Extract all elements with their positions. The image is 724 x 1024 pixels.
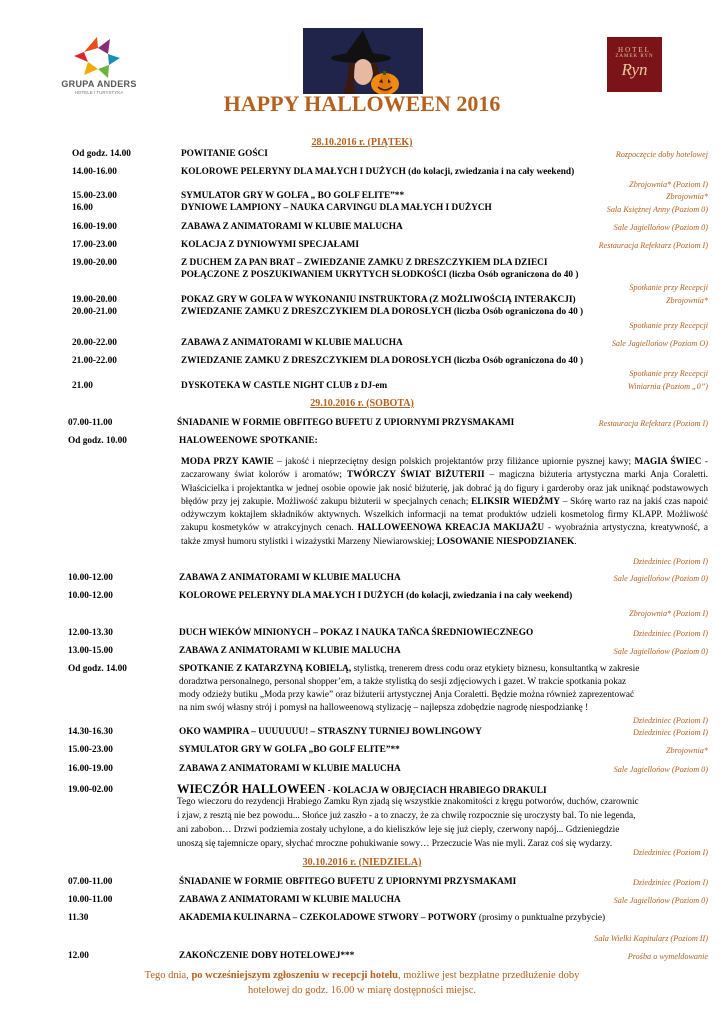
location-sun-3: Sala Wielki Kapitularz (Poziom II) [594, 934, 708, 943]
location-fri-9: Spotkanie przy Recepcji [629, 321, 708, 330]
event-fri-2 [181, 167, 574, 177]
location-fri-2: Zbrojownia* (Poziom I) [629, 180, 708, 189]
day-heading-sunday: 30.10.2016 r. (NIEDZIELA) [302, 857, 422, 868]
location-fri-3: Zbrojownia* [665, 192, 708, 201]
time-fri-12: 21.00 [72, 381, 93, 391]
event-sat-8: OKO WAMPIRA – UUUUUUU! – STRASZNY TURNIEJ BOWLINGOWY [179, 727, 482, 737]
location-sat-5: Dziedziniec (Poziom I) [632, 629, 708, 638]
event-sat-11-line2: Tego wieczoru do rezydencji Hrabiego Zamku Ryn zjadą się wszystkie znakomitości z kręgu potworów, duchów, czarownic [177, 797, 639, 807]
event-fri-1: POWITANIE GOŚCI [181, 149, 268, 159]
location-fri-11: Spotkanie przy Recepcji [629, 369, 708, 378]
event-sun-2: ZABAWA Z ANIMATORAMI W KLUBIE MALUCHA [179, 895, 401, 905]
time-sat-3: 10.00-12.00 [68, 573, 113, 583]
location-sat-11: Dziedziniec (Poziom I) [632, 848, 708, 857]
location-sat-9: Zbrojownia* [665, 746, 708, 755]
page-title: HAPPY HALLOWEEN 2016 [223, 91, 501, 116]
halloween-witch-photo [303, 28, 423, 94]
event-sat-7-desc: stylistką, trenerem dress codu oraz etykiety biznesu, konsultantką w zakresie [351, 664, 640, 674]
location-sat-meeting: Dziedziniec (Poziom I) [632, 557, 708, 566]
event-sat-4-title: KOLOROWE PELERYNY DLA MAŁYCH I DUŻYCH [179, 591, 404, 601]
event-sun-3-note: (prosimy o punktualne przybycie) [476, 913, 606, 923]
star-logo-icon [62, 34, 132, 80]
location-sun-4: Prośba o wymeldowanie [627, 952, 708, 961]
event-sat-11-line5: unoszą się tajemnicze opary, słychać mroczne pohukiwanie sowy… Przeczucie Was nie myli. Zaraz coś się wydarzy. [177, 839, 613, 849]
time-fri-8: 19.00-20.00 [72, 295, 117, 305]
event-sat-10: ZABAWA Z ANIMATORAMI W KLUBIE MALUCHA [179, 764, 401, 774]
location-sun-1: Dziedziniec (Poziom I) [632, 878, 708, 887]
event-fri-11-note: (liczba Osób ograniczona do 40 ) [451, 356, 584, 366]
event-fri-11 [181, 356, 583, 366]
event-sat-4-note: (do kolacji, zwiedzania i na cały weekend) [403, 591, 573, 601]
location-fri-5: Sale Jagiellońow (Poziom 0) [613, 223, 708, 232]
event-sat-11-subtitle: - KOLACJA W OBJĘCIACH HRABIEGO DRAKULI [325, 786, 547, 796]
event-sat-7-line1 [179, 664, 639, 674]
event-sat-7-title: SPOTKANIE Z KATARZYNĄ KOBIELĄ, [179, 664, 352, 674]
event-fri-4: DYNIOWE LAMPIONY – NAUKA CARVINGU DLA MAŁYCH I DUŻYCH [181, 203, 492, 213]
footer-note: Tego dnia, po wcześniejszym zgłoszeniu w recepcji hotelu, możliwe jest bezpłatne przedłużenie doby hotelowej do godz. 16.00 w miarę dostępności miejsc. [144, 970, 580, 996]
time-fri-4: 16.00 [72, 203, 93, 213]
location-sat-3: Sale Jagiellońow (Poziom 0) [613, 574, 708, 583]
time-sat-11: 19.00-02.00 [68, 785, 113, 795]
time-sat-8: 14.30-16.30 [68, 727, 113, 737]
event-sat-1: ŚNIADANIE W FORMIE OBFITEGO BUFETU Z UPIORNYMI PRZYSMAKAMI [177, 418, 515, 428]
event-fri-9-note: (liczba Osób ograniczona do 40 ) [451, 307, 584, 317]
time-fri-9: 20.00-21.00 [72, 307, 117, 317]
event-sat-5: DUCH WIEKÓW MINIONYCH – POKAZ I NAUKA TAŃCA ŚREDNIOWIECZNEGO [179, 628, 534, 638]
time-sun-1: 07.00-11.00 [68, 877, 113, 887]
time-sun-4: 12.00 [68, 951, 89, 961]
brand-name: GRUPA ANDERS [61, 79, 137, 89]
location-fri-12: Winiarnia (Poziom „0”) [627, 382, 708, 391]
event-sun-4: ZAKOŃCZENIE DOBY HOTELOWEJ*** [179, 951, 355, 961]
time-sat-2: Od godz. 10.00 [68, 436, 127, 446]
event-fri-7-line2 [181, 270, 578, 280]
event-sun-3-title: AKADEMIA KULINARNA – CZEKOLADOWE STWORY – POTWORY [179, 913, 477, 923]
time-fri-2: 14.00-16.00 [72, 167, 117, 177]
time-sat-10: 16.00-19.00 [68, 764, 113, 774]
time-fri-10: 20.00-22.00 [72, 338, 117, 348]
hotel-logo-line1: HOTEL [618, 46, 651, 54]
event-sat-7-line2: doradztwa personalnego, personal shopper’em, a także stylistką do sesji zdjęciowych i gazet. W trakcie spotkania pokaz [179, 677, 627, 687]
event-sat-11-line3: i zjaw, z resztą nie bez powodu... Słońce już zaszło - a to znaczy, że za chwilę rozpocznie się uroczysty bal. To nie legenda, [177, 811, 636, 821]
event-sat-11-line4: ani zabobon… Drzwi podziemia zostały uchylone, a do kieliszków leje się już cieply, czerwony napój... Gdzieniegdzie [177, 825, 620, 835]
location-sun-2: Sale Jagiellońow (Poziom 0) [613, 896, 708, 905]
event-fri-9 [181, 307, 583, 317]
location-fri-8: Zbrojownia* [665, 296, 708, 305]
time-fri-6: 17.00-23.00 [72, 240, 117, 250]
event-fri-2-title: KOLOROWE PELERYNY DLA MAŁYCH I DUŻYCH [181, 167, 406, 177]
day-heading-friday: 28.10.2016 r. (PIĄTEK) [311, 137, 413, 148]
time-sat-6: 13.00-15.00 [68, 646, 113, 656]
event-fri-2-note: (do kolacji, zwiedzania i na cały weekend) [405, 167, 575, 177]
location-sat-7: Dziedziniec (Poziom I) [632, 716, 708, 725]
event-sat-6: ZABAWA Z ANIMATORAMI W KLUBIE MALUCHA [179, 646, 401, 656]
event-fri-6: KOLACJA Z DYNIOWYMI SPECJAŁAMI [181, 240, 359, 250]
hotel-logo-line3: Ryn [621, 60, 648, 79]
time-sun-3: 11.30 [68, 913, 89, 923]
location-fri-6: Restauracja Refektarz (Poziom I) [598, 241, 708, 250]
event-fri-7-title: POŁĄCZONE Z POSZUKIWANIEM UKRYTYCH SŁODKOŚCI [181, 270, 447, 280]
time-sat-5: 12.00-13.30 [68, 628, 113, 638]
event-sat-11-title: WIECZÓR HALLOWEEN [177, 782, 326, 796]
event-sun-3 [179, 913, 605, 923]
event-fri-3: SYMULATOR GRY W GOLFA „ BO GOLF ELITE”** [181, 191, 405, 201]
location-fri-7: Spotkanie przy Recepcji [629, 283, 708, 292]
event-fri-8: POKAZ GRY W GOLFA W WYKONANIU INSTRUKTORA (Z MOŻLIWOŚCIĄ INTERAKCJI) [181, 295, 576, 305]
brand-tagline: HOTELE I TURYSTYKA [74, 90, 124, 95]
event-fri-10: ZABAWA Z ANIMATORAMI W KLUBIE MALUCHA [181, 338, 403, 348]
event-sat-7-line4: na nim swój własny strój i pomysł na halloweenową stylizację – najlepsza zdobędzie nagrodę niespodziankę ! [179, 703, 589, 713]
location-sat-4: Zbrojownia* (Poziom I) [629, 609, 708, 618]
event-sat-2: HALOWEENOWE SPOTKANIE: [179, 436, 318, 446]
time-sat-7: Od godz. 14.00 [68, 664, 127, 674]
location-sat-1: Restauracja Refektarz (Poziom I) [598, 419, 708, 428]
hotel-logo-line2: ZAMEK RYN [615, 54, 654, 59]
event-fri-7-line1: Z DUCHEM ZA PAN BRAT – ZWIEDZANIE ZAMKU Z DRESZCZYKIEM DLA DZIECI [181, 258, 548, 268]
event-fri-5: ZABAWA Z ANIMATORAMI W KLUBIE MALUCHA [181, 222, 403, 232]
time-sat-4: 10.00-12.00 [68, 591, 113, 601]
location-fri-10: Sale Jagiellońow (Poziom O) [611, 339, 708, 348]
hotel-zamek-ryn-logo [607, 37, 662, 92]
time-fri-3: 15.00-23.00 [72, 191, 117, 201]
event-sat-3: ZABAWA Z ANIMATORAMI W KLUBIE MALUCHA [179, 573, 401, 583]
time-fri-1: Od godz. 14.00 [72, 149, 131, 159]
event-fri-12: DYSKOTEKA W CASTLE NIGHT CLUB z DJ-em [181, 381, 388, 391]
location-sat-6: Sale Jagiellońow (Poziom 0) [613, 647, 708, 656]
time-sat-9: 15.00-23.00 [68, 745, 113, 755]
day-heading-saturday: 29.10.2016 r. (SOBOTA) [310, 398, 414, 409]
time-sun-2: 10.00-11.00 [68, 895, 113, 905]
event-sat-9: SYMULATOR GRY W GOLFA „BO GOLF ELITE”** [179, 745, 400, 755]
event-fri-7-note: (liczba Osób ograniczona do 40 ) [446, 270, 579, 280]
event-sun-1: ŚNIADANIE W FORMIE OBFITEGO BUFETU Z UPIORNYMI PRZYSMAKAMI [179, 877, 517, 887]
event-fri-9-title: ZWIEDZANIE ZAMKU Z DRESZCZYKIEM DLA DOROSŁYCH [181, 307, 452, 317]
event-fri-11-title: ZWIEDZANIE ZAMKU Z DRESZCZYKIEM DLA DOROSŁYCH [181, 356, 452, 366]
location-sat-8: Dziedziniec (Poziom I) [632, 728, 708, 737]
time-fri-11: 21.00-22.00 [72, 356, 117, 366]
event-sat-11-line1 [177, 780, 547, 798]
event-sat-4 [179, 591, 572, 601]
time-sat-1: 07.00-11.00 [68, 418, 113, 428]
location-fri-4: Sala Księżnej Anny (Poziom 0) [606, 205, 708, 214]
event-sat-7-line3: mody odzieży butiku „Moda przy kawie” oraz biżuterii artystycznej Anja Coraletti. Będzie można również zaprezentować [179, 690, 635, 700]
location-sat-10: Sale Jagiellońow (Poziom 0) [613, 765, 708, 774]
location-fri-1: Rozpoczęcie doby hotelowej [615, 150, 708, 159]
meeting-description: MODA PRZY KAWIE – jakość i nieprzeciętny design polskich projektantów przy filiżance upiornie pysznej kawy; MAGIA ŚWIEC - zaczarowany świat kolorów i aromatów; TWÓRCZY ŚWIAT BIŻUTERII – magiczna biżuteria artystyczna marki Anja Coraletti. Właścicielka i projektantka w jednej osobie opowie jak nosić biżuterię, jak dobrać ją do figury i garderoby oraz jak uniknąć podstawowych błędów przy jej zakupie. Możliwość zakupu biżuterii w specjalnych cenach; ELIKSIR WIEDŹMY – Skórę warto raz na jakiś czas napoić odżywczym koktajlem składników aktywnych. Wszelkich informacji na temat produktów udzieli kosmetolog firmy KLAPP. Możliwość zakupu kosmetyków w atrakcyjnych cenach. HALLOWEENOWA KREACJA MAKIJAŻU - wyobraźnia artystyczna, kreatywność, a także zmysł humoru stylistki i wizażystki Marzeny Niewiarowskiej; LOSOWANIE NIESPODZIANEK. [181, 457, 709, 547]
time-fri-5: 16.00-19.00 [72, 222, 117, 232]
time-fri-7: 19.00-20.00 [72, 258, 117, 268]
